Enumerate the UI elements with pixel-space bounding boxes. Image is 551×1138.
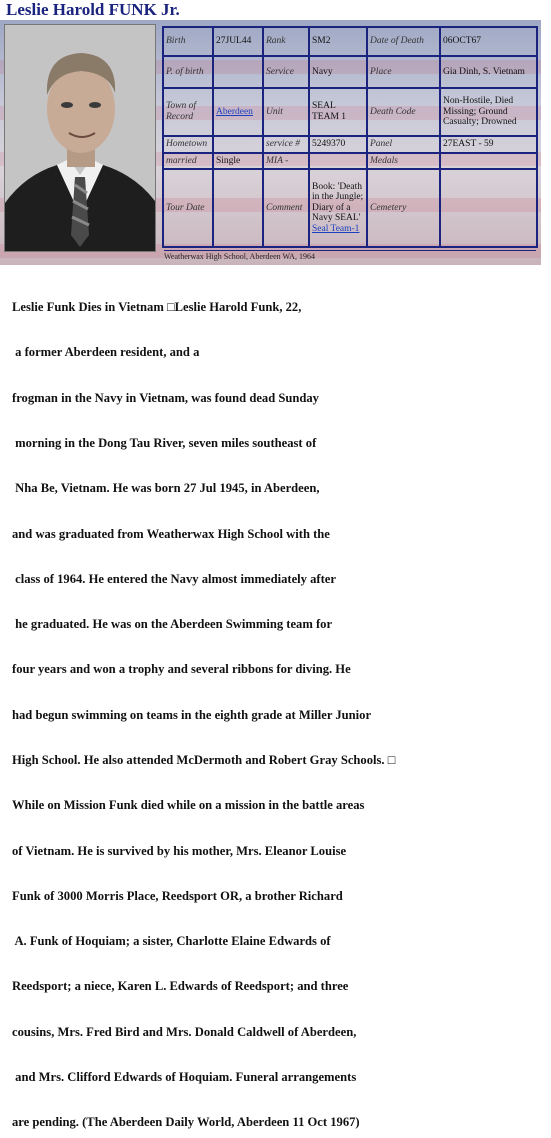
hometown-label: Hometown	[163, 136, 213, 153]
article-line: had begun swimming on teams in the eighth grade at Miller Junior	[12, 707, 372, 722]
married-label: married	[163, 153, 213, 170]
obituary-article	[12, 270, 551, 1138]
death-code-label: Death Code	[367, 88, 440, 136]
article-line: and was graduated from Weatherwax High School with the	[12, 526, 330, 541]
info-row-married	[163, 153, 537, 170]
info-table	[162, 26, 538, 248]
article-line: Reedsport; a niece, Karen L. Edwards of Reedsport; and three	[12, 979, 349, 994]
article-line: he graduated. He was on the Aberdeen Swimming team for	[12, 617, 333, 632]
info-row-birth	[163, 27, 537, 56]
service-label: Service	[263, 56, 309, 87]
article-line: four years and won a trophy and several ribbons for diving. He	[12, 662, 351, 677]
article-line: A. Funk of Hoquiam; a sister, Charlotte Elaine Edwards of	[12, 934, 331, 949]
town-of-record-cell	[213, 88, 263, 136]
service-number-value: 5249370	[309, 136, 367, 153]
medals-label: Medals	[367, 153, 440, 170]
article-line: While on Mission Funk died while on a mission in the battle areas	[12, 798, 365, 813]
portrait-photo-image	[5, 25, 155, 251]
article-line: morning in the Dong Tau River, seven miles southeast of	[12, 436, 317, 451]
place-value: Gia Dinh, S. Vietnam	[440, 56, 537, 87]
article-line: of Vietnam. He is survived by his mother, Mrs. Eleanor Louise	[12, 843, 347, 858]
town-of-record-link[interactable]: Aberdeen	[216, 106, 253, 117]
article-line: and Mrs. Clifford Edwards of Hoquiam. Funeral arrangements	[12, 1069, 357, 1084]
article-line: frogman in the Navy in Vietnam, was found dead Sunday	[12, 390, 319, 405]
article-line: Leslie Funk Dies in Vietnam □Leslie Harold Funk, 22,	[12, 300, 302, 315]
article-line: High School. He also attended McDermoth and Robert Gray Schools. □	[12, 753, 396, 767]
article-line: a former Aberdeen resident, and a	[12, 345, 200, 360]
service-number-label: service #	[263, 136, 309, 153]
article-line: are pending. (The Aberdeen Daily World, Aberdeen 11 Oct 1967)	[12, 1115, 360, 1130]
article-line: cousins, Mrs. Fred Bird and Mrs. Donald Caldwell of Aberdeen,	[12, 1024, 357, 1039]
place-of-birth-label: P. of birth	[163, 56, 213, 87]
unit-value: SEAL TEAM 1	[309, 88, 367, 136]
comment-text: Book: 'Death in the Jungle; Diary of a Navy SEAL'	[312, 181, 364, 224]
date-of-death-value: 06OCT67	[440, 27, 537, 56]
info-row-tour-date	[163, 169, 537, 247]
rank-label: Rank	[263, 27, 309, 56]
married-value: Single	[213, 153, 263, 170]
memorial-panel	[0, 20, 541, 265]
unit-label: Unit	[263, 88, 309, 136]
info-row-hometown	[163, 136, 537, 153]
panel-label: Panel	[367, 136, 440, 153]
page-title: Leslie Harold FUNK Jr.	[6, 0, 180, 19]
tour-date-value	[213, 169, 263, 247]
birth-value: 27JUL44	[213, 27, 263, 56]
info-row-town-of-record	[163, 88, 537, 136]
article-line: class of 1964. He entered the Navy almost immediately after	[12, 571, 336, 586]
cemetery-label: Cemetery	[367, 169, 440, 247]
cemetery-value	[440, 169, 537, 247]
seal-team-link[interactable]: Seal Team-1	[312, 223, 360, 234]
article-line: Nha Be, Vietnam. He was born 27 Jul 1945, in Aberdeen,	[12, 481, 320, 496]
death-code-value: Non-Hostile, Died Missing; Ground Casualty; Drowned	[440, 88, 537, 136]
comment-cell	[309, 169, 367, 247]
info-row-place-of-birth	[163, 56, 537, 87]
place-of-birth-value	[213, 56, 263, 87]
mia-label: MIA -	[263, 153, 309, 170]
place-label: Place	[367, 56, 440, 87]
photo-caption: Weatherwax High School, Aberdeen WA, 1964	[164, 250, 536, 262]
service-value: Navy	[309, 56, 367, 87]
article-line: Funk of 3000 Morris Place, Reedsport OR, a brother Richard	[12, 888, 343, 903]
hometown-value	[213, 136, 263, 153]
medals-value	[440, 153, 537, 170]
comment-label: Comment	[263, 169, 309, 247]
town-of-record-label: Town of Record	[163, 88, 213, 136]
panel-value: 27EAST - 59	[440, 136, 537, 153]
birth-label: Birth	[163, 27, 213, 56]
tour-date-label: Tour Date	[163, 169, 213, 247]
portrait-photo	[4, 24, 156, 252]
mia-value	[309, 153, 367, 170]
rank-value: SM2	[309, 27, 367, 56]
date-of-death-label: Date of Death	[367, 27, 440, 56]
